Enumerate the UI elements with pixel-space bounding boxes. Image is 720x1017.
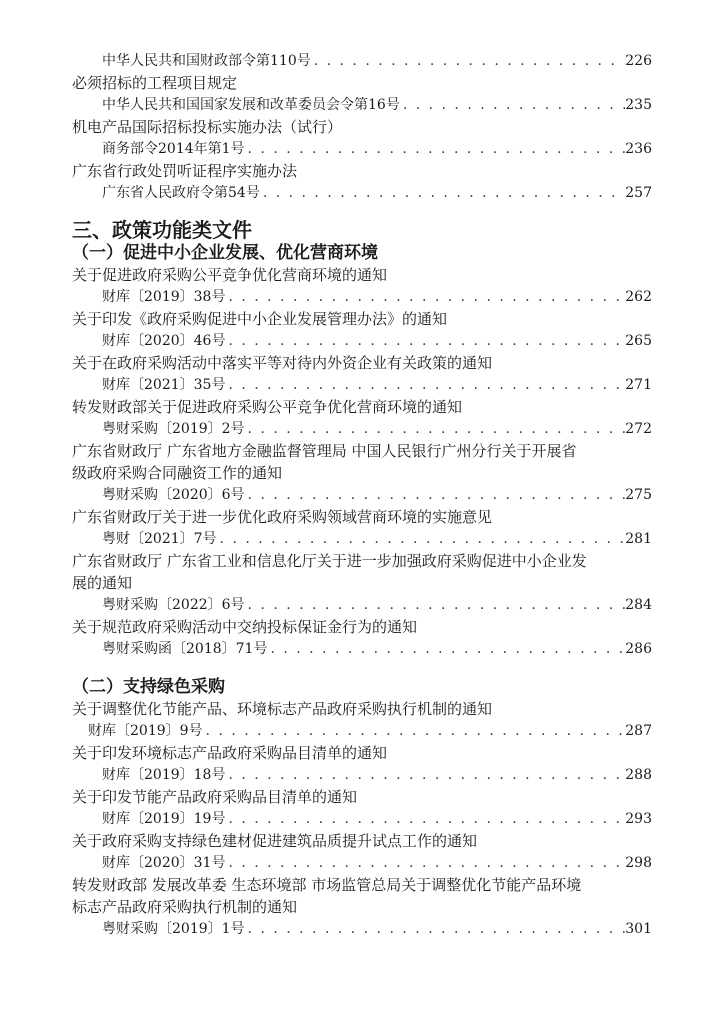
toc-ref — [72, 720, 652, 742]
doc-code: 粤财采购〔2022〕6号 — [102, 597, 245, 613]
toc-group-sub1 — [72, 264, 652, 660]
page-number: 257 — [625, 185, 652, 201]
page-number: 286 — [625, 641, 652, 657]
toc-ref — [72, 808, 652, 830]
toc-entry-title: 关于规范政府采购活动中交纳投标保证金行为的通知 — [72, 618, 418, 636]
toc-ref — [72, 374, 652, 396]
toc-entry-title: 关于印发节能产品政府采购品目清单的通知 — [72, 788, 358, 806]
toc-group-sub2 — [72, 698, 652, 940]
toc-entry-title-line: 展的通知 — [72, 574, 133, 592]
toc-entry-title: 关于政府采购支持绿色建材促进建筑品质提升试点工作的通知 — [72, 832, 478, 850]
doc-code: 财库〔2020〕46号 — [102, 333, 226, 349]
dot-leader — [217, 528, 626, 550]
toc-entry-title: 广东省行政处罚听证程序实施办法 — [72, 162, 298, 180]
dot-leader — [311, 50, 626, 72]
dot-leader — [225, 286, 625, 308]
page-number: 281 — [625, 531, 652, 547]
page-number: 236 — [625, 141, 652, 157]
toc-entry-title: 关于印发《政府采购促进中小企业发展管理办法》的通知 — [72, 310, 448, 328]
doc-code: 财库〔2021〕35号 — [102, 377, 226, 393]
dot-leader — [225, 852, 625, 874]
toc-ref — [72, 286, 652, 308]
toc-ref — [72, 182, 652, 204]
page-number: 272 — [625, 421, 652, 437]
page-number: 298 — [625, 855, 652, 871]
page-number: 226 — [625, 53, 652, 69]
toc-ref — [72, 50, 652, 72]
doc-code: 财库〔2020〕31号 — [102, 855, 226, 871]
doc-code: 中华人民共和国财政部令第110号 — [102, 53, 311, 69]
dot-leader — [225, 374, 625, 396]
doc-code: 粤财采购〔2019〕1号 — [102, 921, 245, 937]
toc-ref — [72, 594, 652, 616]
subsection-title: （一）促进中小企业发展、优化营商环境 — [72, 243, 378, 263]
doc-code: 中华人民共和国国家发展和改革委员会令第16号 — [102, 97, 400, 113]
page-number: 287 — [625, 723, 652, 739]
toc-entry-title-line: 标志产品政府采购执行机制的通知 — [72, 898, 298, 916]
toc-ref — [72, 852, 652, 874]
page-number: 275 — [625, 487, 652, 503]
toc-ref — [72, 918, 652, 940]
page-number: 293 — [625, 811, 652, 827]
doc-code: 粤财采购函〔2018〕71号 — [102, 641, 268, 657]
toc-ref — [72, 764, 652, 786]
page-number: 301 — [625, 921, 652, 937]
doc-code: 财库〔2019〕19号 — [102, 811, 226, 827]
toc-ref — [72, 330, 652, 352]
toc-group-top — [72, 50, 652, 204]
section-title: 三、政策功能类文件 — [72, 218, 252, 242]
toc-entry-title: 关于在政府采购活动中落实平等对待内外资企业有关政策的通知 — [72, 354, 493, 372]
dot-leader — [225, 808, 625, 830]
doc-code: 财库〔2019〕18号 — [102, 767, 226, 783]
dot-leader — [245, 918, 626, 940]
toc-entry-title: 转发财政部关于促进政府采购公平竞争优化营商环境的通知 — [72, 398, 463, 416]
toc-ref — [72, 418, 652, 440]
toc-entry-title: 广东省财政厅关于进一步优化政府采购领域营商环境的实施意见 — [72, 508, 493, 526]
subsection-title: （二）支持绿色采购 — [72, 677, 225, 697]
page-number: 265 — [625, 333, 652, 349]
dot-leader — [225, 764, 625, 786]
toc-ref — [72, 528, 652, 550]
toc-entry-title-line: 转发财政部 发展改革委 生态环境部 市场监管总局关于调整优化节能产品环境 — [72, 876, 582, 894]
dot-leader — [225, 330, 625, 352]
page-number: 284 — [625, 597, 652, 613]
doc-code: 粤财采购〔2019〕2号 — [102, 421, 245, 437]
page-number: 288 — [625, 767, 652, 783]
toc-ref — [72, 638, 652, 660]
toc-entry-title: 关于调整优化节能产品、环境标志产品政府采购执行机制的通知 — [72, 700, 493, 718]
toc-page — [72, 50, 652, 940]
doc-code: 粤财〔2021〕7号 — [102, 531, 217, 547]
toc-entry-title: 关于促进政府采购公平竞争优化营商环境的通知 — [72, 266, 388, 284]
dot-leader — [245, 418, 626, 440]
doc-code: 财库〔2019〕38号 — [102, 289, 226, 305]
doc-code: 粤财采购〔2020〕6号 — [102, 487, 245, 503]
toc-ref — [72, 484, 652, 506]
page-number: 271 — [625, 377, 652, 393]
toc-entry-title: 关于印发环境标志产品政府采购品目清单的通知 — [72, 744, 388, 762]
toc-entry-title-line: 广东省财政厅 广东省地方金融监督管理局 中国人民银行广州分行关于开展省 — [72, 442, 577, 460]
toc-ref — [72, 94, 652, 116]
toc-entry-title-line: 广东省财政厅 广东省工业和信息化厅关于进一步加强政府采购促进中小企业发 — [72, 552, 587, 570]
dot-leader — [260, 182, 625, 204]
dot-leader — [203, 720, 626, 742]
toc-entry-title: 必须招标的工程项目规定 — [72, 74, 238, 92]
toc-entry-title-line: 级政府采购合同融资工作的通知 — [72, 464, 283, 482]
dot-leader — [245, 138, 626, 160]
toc-ref — [72, 138, 652, 160]
page-number: 262 — [625, 289, 652, 305]
doc-code: 广东省人民政府令第54号 — [102, 185, 260, 201]
dot-leader — [400, 94, 625, 116]
toc-entry-title: 机电产品国际招标投标实施办法（试行） — [72, 118, 343, 136]
dot-leader — [245, 594, 626, 616]
page-number: 235 — [625, 97, 652, 113]
dot-leader — [267, 638, 625, 660]
doc-code: 财库〔2019〕9号 — [88, 723, 203, 739]
dot-leader — [245, 484, 626, 506]
doc-code: 商务部令2014年第1号 — [102, 141, 245, 157]
